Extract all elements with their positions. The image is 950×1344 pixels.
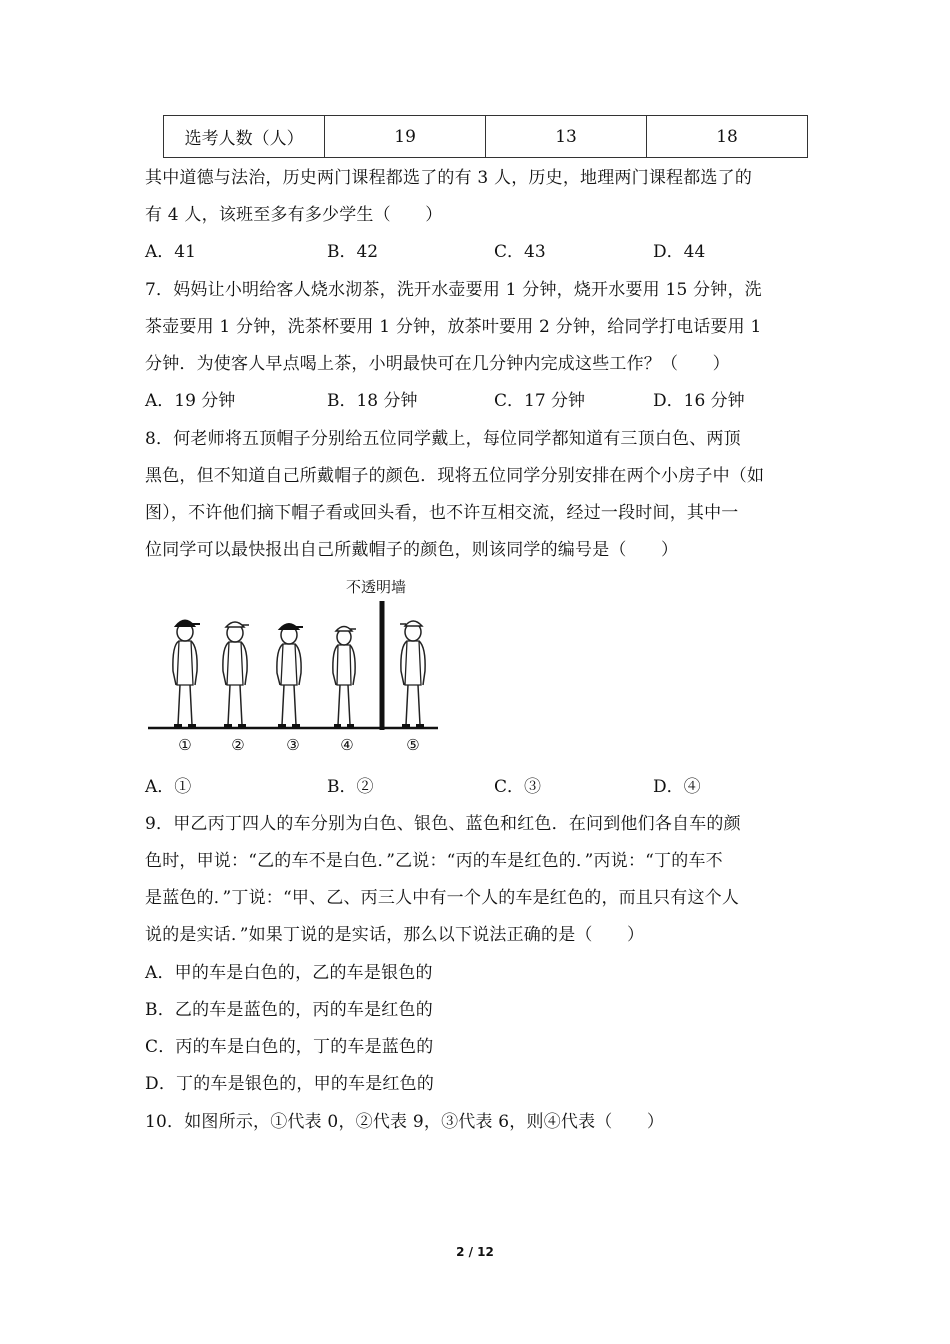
q6-text-line: 其中道德与法治，历史两门课程都选了的有 3 人，历史，地理两门课程都选了的: [145, 168, 753, 188]
student-figure-1: [173, 621, 200, 727]
student-figure-5: [400, 621, 425, 726]
q6-option-c: C．43: [494, 242, 546, 262]
q7-text-line: 7．妈妈让小明给客人烧水沏茶，洗开水壶要用 1 分钟，烧开水要用 15 分钟，洗: [145, 280, 762, 300]
table-cell: 13: [486, 116, 647, 158]
q9-option-a: A．甲的车是白色的，乙的车是银色的: [145, 963, 433, 983]
q8-text-line: 图），不许他们摘下帽子看或回头看，也不许互相交流，经过一段时间，其中一: [145, 503, 739, 523]
q9-text-line: 色时，甲说：“乙的车不是白色．”乙说：“丙的车是红色的．”丙说：“丁的车不: [145, 851, 723, 871]
q6-option-a: A．41: [145, 242, 196, 262]
student-number-5: ⑤: [406, 736, 420, 754]
q8-option-d: D．④: [653, 777, 701, 797]
page-number: 2 / 12: [456, 1245, 494, 1259]
table-cell: 19: [325, 116, 486, 158]
q7-option-b: B．18 分钟: [327, 391, 418, 411]
student-number-1: ①: [178, 736, 192, 754]
q9-text-line: 是蓝色的．”丁说：“甲、乙、丙三人中有一个人的车是红色的，而且只有这个人: [145, 888, 740, 908]
student-number-2: ②: [231, 736, 245, 754]
q9-option-c: C．丙的车是白色的，丁的车是蓝色的: [145, 1037, 434, 1057]
student-number-4: ④: [340, 736, 354, 754]
q9-text-line: 9．甲乙丙丁四人的车分别为白色、银色、蓝色和红色．在问到他们各自车的颜: [145, 814, 741, 834]
q6-option-d: D．44: [653, 242, 706, 262]
q7-option-a: A．19 分钟: [145, 391, 236, 411]
q7-text-line: 茶壶要用 1 分钟，洗茶杯要用 1 分钟，放茶叶要用 2 分钟，给同学打电话要用 1: [145, 317, 762, 337]
hat-puzzle-illustration: [148, 575, 438, 755]
wall-label: 不透明墙: [346, 578, 407, 596]
q6-text-line: 有 4 人，该班至多有多少学生（ ）: [145, 205, 443, 225]
q7-option-d: D．16 分钟: [653, 391, 745, 411]
q7-option-c: C．17 分钟: [494, 391, 586, 411]
q8-text-line: 8．何老师将五顶帽子分别给五位同学戴上，每位同学都知道有三顶白色、两顶: [145, 429, 741, 449]
table-cell: 18: [647, 116, 808, 158]
q9-text-line: 说的是实话．”如果丁说的是实话，那么以下说法正确的是（ ）: [145, 925, 645, 945]
enrollment-table: [163, 115, 808, 158]
q8-option-a: A．①: [145, 777, 192, 797]
table-row: [164, 116, 808, 158]
student-figure-2: [223, 622, 249, 726]
student-number-3: ③: [286, 736, 300, 754]
q9-option-b: B．乙的车是蓝色的，丙的车是红色的: [145, 1000, 433, 1020]
q9-option-d: D．丁的车是银色的，甲的车是红色的: [145, 1074, 435, 1094]
student-figure-3: [277, 624, 303, 726]
table-label-cell: 选考人数（人）: [164, 116, 325, 158]
q7-text-line: 分钟．为使客人早点喝上茶，小明最快可在几分钟内完成这些工作？（ ）: [145, 354, 730, 374]
q10-text-line: 10．如图所示，①代表 0，②代表 9，③代表 6，则④代表（ ）: [145, 1112, 665, 1132]
q8-text-line: 位同学可以最快报出自己所戴帽子的颜色，则该同学的编号是（ ）: [145, 540, 679, 560]
student-figure-4: [333, 627, 356, 727]
q8-option-b: B．②: [327, 777, 374, 797]
hat-puzzle-figure: [148, 575, 438, 755]
q8-option-c: C．③: [494, 777, 542, 797]
q6-option-b: B．42: [327, 242, 379, 262]
q8-text-line: 黑色，但不知道自己所戴帽子的颜色．现将五位同学分别安排在两个小房子中（如: [145, 466, 765, 486]
